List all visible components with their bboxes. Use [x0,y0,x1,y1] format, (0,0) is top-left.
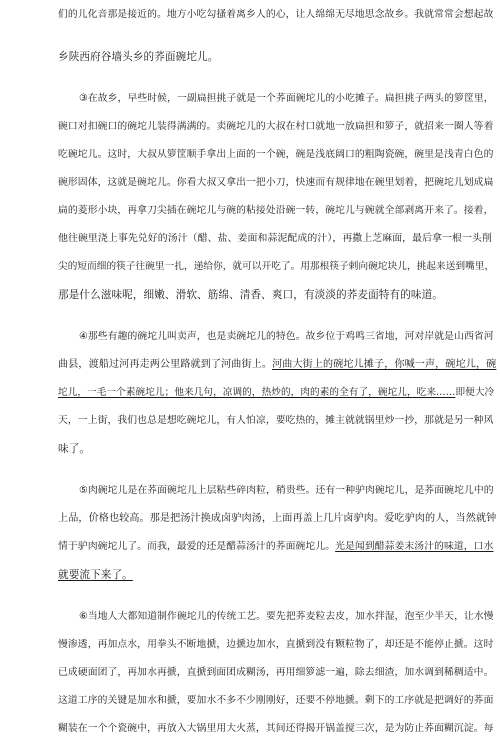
text-line [58,666,493,680]
text-line [58,8,493,22]
text-line [58,204,493,218]
underlined-text: 坨儿，一毛一个素碗坨儿；他来几句，凉调的，热炒的，肉的素的全有了，碗坨儿，吃来…… [58,387,456,398]
text-line [58,442,90,456]
text-segment: 们的儿化音那是接近的。地方小吃勾搔着离乡人的心，让人绵绵无尽地思念故乡。我就常常会想起故 [58,9,494,20]
text-line [58,414,493,428]
text-segment: 味了。 [58,443,91,455]
text-line [79,330,494,344]
text-line [58,512,496,526]
text-segment: 已成硬面团了，再加水再搋，直搋到面团成糊汤，再用细箩滤一遍，除去细渣，加水调到稀稠适中。 [58,667,494,678]
text-line [58,722,493,736]
text-line [58,50,218,64]
text-line [79,610,494,624]
text-segment: 这道工序的关键是加水和搋，要加水不多不少刚刚好，还要不停地搋。剩下的工序就是把调好的荞面 [58,695,494,706]
text-line [58,358,496,372]
text-line [58,540,493,554]
text-segment: ③在故乡，早些时候，一副扁担挑子就是一个荞面碗坨儿的小吃摊子。扁担挑子两头的箩筐里， [79,93,494,104]
text-line [58,638,493,652]
text-segment: 乡陕西府谷墙头乡的荞面碗坨儿。 [58,51,219,63]
text-line [58,232,492,246]
text-line [58,120,493,134]
text-segment: 吃碗坨儿。这时，大叔从箩筐顺手拿出上面的一个碗，碗是浅底阔口的粗陶瓷碗，碗里是浅青白色的 [58,149,494,160]
text-line [58,260,494,274]
text-line [58,148,493,162]
text-line [58,694,493,708]
underlined-text: 光是闻到醋蒜姜末汤汁的味道，口水 [335,541,494,552]
text-line [79,92,494,106]
text-segment: ④那些有趣的碗坨儿叫卖声，也是卖碗坨儿的特色。故乡位于鸡鸣三省地，河对岸就是山西省河 [79,331,494,342]
text-line [79,484,494,498]
text-segment: 情于驴肉碗坨儿了。而我，最爱的还是醋蒜汤汁的荞面碗坨儿。 [58,541,336,552]
text-segment: 慢渗透，再加点水，用拳头不断地搋，边搋边加水，直搋到没有颗粒物了，却还是不能停止搋。这时 [58,639,494,650]
underlined-text: 河曲大街上的碗坨儿摊子，你喊一声，碗坨儿，碗 [272,359,497,370]
text-segment: 碗形固体，这就是碗坨儿。你看大叔又拿出一把小刀，快速而有规律地在碗里划着，把碗坨儿划成扁 [58,177,494,188]
text-segment: 碗口对扣碗口的碗坨儿装得满满的。卖碗坨儿的大叔在村口就地一放扁担和箩子，就招来一圈人等着 [58,121,494,132]
text-line [58,288,443,302]
underlined-text: 就要流下来了。 [58,569,133,581]
text-segment: 他往碗里浇上事先兑好的汤汁（醋、盐、姜面和蒜泥配成的汁），再撒上芝麻面，最后拿一根一头削 [58,233,492,244]
text-line [58,176,493,190]
text-segment: 那是什么滋味呢，细嫩、滑软、筋绵、清香、爽口，有淡淡的荞麦面特有的味道。 [58,289,443,301]
text-segment: ⑤肉碗坨儿是在荞面碗坨儿上层粘些碎肉粒，稍贵些。还有一种驴肉碗坨儿，是荞面碗坨儿中的 [79,485,494,496]
text-segment: 糊装在一个个瓷碗中，再放入大锅里用大火蒸，其间还得揭开锅盖搅三次，是为防止荞面糊沉淀。每 [58,723,494,734]
text-line [58,386,494,400]
text-segment: 即便大冷 [455,387,495,398]
text-segment: 曲县，渡船过河再走两公里路就到了河曲街上。 [58,359,273,370]
text-segment: 天，一上街，我们也总是想吃碗坨儿，有人怕凉，要吃热的，摊主就就锅里炒一抄，那就是另一种风 [58,415,494,426]
text-segment: ⑥当地人大都知道制作碗坨儿的传统工艺。要先把荞麦粒去皮，加水拌湿，泡至少半天，让水慢 [79,611,494,622]
text-segment: 上品，价格也较高。那是把汤汁换成卤驴肉汤，上面再盖上几片卤驴肉。爱吃驴肉的人，当然就钟 [58,513,497,524]
text-segment: 扁的菱形小块，再拿刀尖插在碗坨儿与碗的粘接处沿碗一转，碗坨儿与碗就全部剥离开来了。接着， [58,205,494,216]
text-line [58,568,133,582]
text-segment: 尖的短而细的筷子往碗里一扎，递给你，就可以开吃了。用那根筷子剌向碗坨块儿，挑起来送到嘴里， [58,261,495,272]
